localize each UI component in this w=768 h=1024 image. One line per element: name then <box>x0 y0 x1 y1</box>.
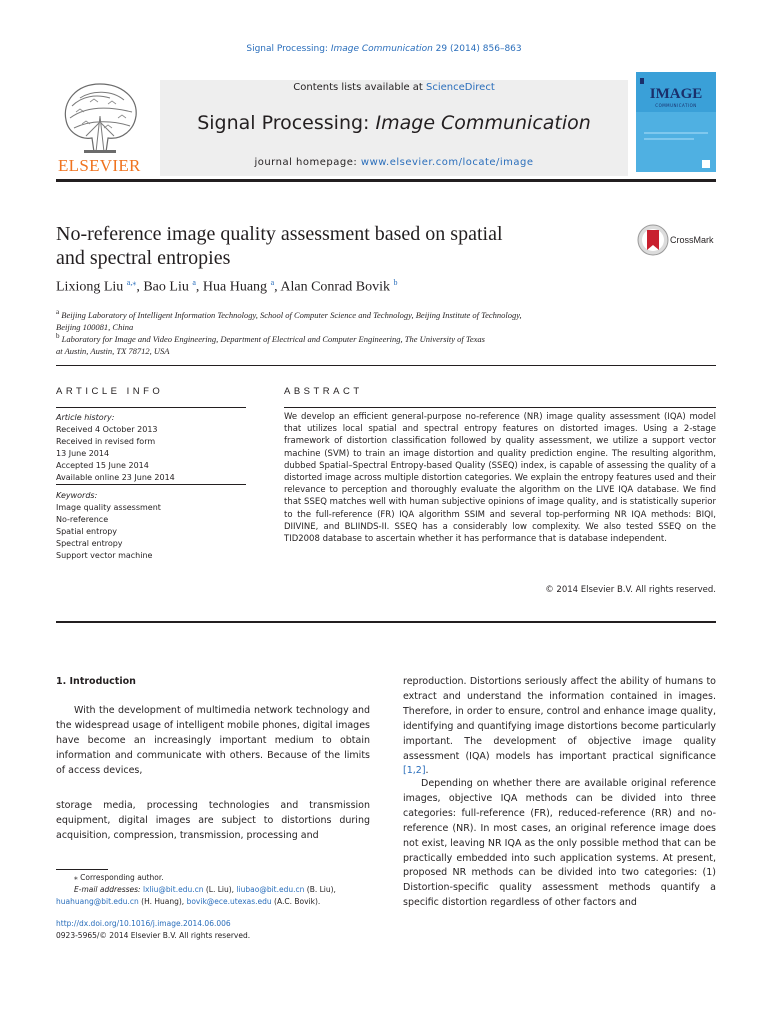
abstract-end-rule <box>56 621 716 623</box>
abstract-heading: ABSTRACT <box>284 386 363 397</box>
contents-availability-line: Contents lists available at ScienceDirect <box>293 82 495 93</box>
journal-homepage-link[interactable]: www.elsevier.com/locate/image <box>360 157 534 168</box>
email-link[interactable]: bovik@ece.utexas.edu <box>186 897 272 906</box>
email-link[interactable]: lxliu@bit.edu.cn <box>142 885 204 894</box>
abstract-rule <box>284 407 716 408</box>
elsevier-wordmark: ELSEVIER <box>58 156 141 175</box>
right-column-paragraph: Depending on whether there are available original reference images, objective IQA methods can be divided into three categories: full-reference (FR), reduced-reference (RR) and no-reference (NR). In most cases, an original reference image does not exist, leaving NR IQA as the only possible method that can be practically embedded into such application systems. At present, proposed NR methods can be divided into two categories: (1) Distortion-specific quality assessment methods quantify a specific distortion regardless of other factors and <box>403 778 716 909</box>
journal-title: Signal Processing: Image Communication <box>197 112 591 134</box>
author-name[interactable]: Hua Huang <box>202 279 268 295</box>
abstract-text: We develop an efficient general-purpose no-reference (NR) image quality assessment (IQA) model that utilizes local spatial and spectral entropy features on distorted images. Using a 2-stage framework of distortion classification followed by quality assessment, we utilize a support vector machine (SVM) to train an image distortion and quality prediction engine. The resulting algorithm, dubbed Spatial–Spectral Entropy-based Quality (SSEQ) index, is capable of assessing the quality of a distorted image across multiple distortion categories. We explain the entropy features used and their relevance to perception and thoroughly evaluate the algorithm on the LIVE IQA database. We find that SSEQ matches well with human subjective opinions of image quality, and is statistically superior to the full-reference (FR) IQA algorithm SSIM and several top-performing NR IQA methods: BIQI, DIIVINE, and BLIINDS-II. SSEQ has a considerably low complexity. We also tested SSEQ on the TID2008 database to ascertain whether it has performance that is database independent. <box>284 412 716 545</box>
crossmark-label[interactable]: CrossMark <box>670 235 714 245</box>
article-info-heading: ARTICLE INFO <box>56 386 164 397</box>
paper-title: No-reference image quality assessment based on spatial and spectral entropies <box>56 223 503 269</box>
email-link[interactable]: huahuang@bit.edu.cn <box>56 897 139 906</box>
journal-homepage-line: journal homepage: www.elsevier.com/locate/image <box>254 157 534 168</box>
masthead-rule <box>56 179 716 182</box>
history-item: 13 June 2014 <box>56 449 110 458</box>
right-column-paragraph: reproduction. Distortions seriously affect the ability of humans to extract and understand the information contained in images. Therefore, in order to ensure, control and enhance image quality, identifying and quantifying image distortions become particularly important. The development of objective image quality assessment (IQA) models has important practical significance [1,2]. <box>403 676 716 777</box>
history-item: Available online 23 June 2014 <box>56 473 175 482</box>
reference-link[interactable]: [1,2] <box>403 765 426 777</box>
journal-citation-line[interactable]: Signal Processing: Image Communication 29 (2014) 856–863 <box>246 44 522 54</box>
keywords-rule <box>56 484 246 485</box>
footnote-rule <box>56 869 108 870</box>
keyword-item: Image quality assessment <box>56 503 161 512</box>
doi-link[interactable]: http://dx.doi.org/10.1016/j.image.2014.06.006 <box>56 919 231 928</box>
keyword-item: Support vector machine <box>56 551 153 560</box>
section-rule <box>56 365 716 366</box>
affiliation-a: $^a$ Beijing Laboratory of Intelligent Information Technology, School of Computer Science and Technology, Beijing Institute of Technology, Beijing 100081, China <box>56 308 522 332</box>
keywords-heading: Keywords: <box>56 491 98 500</box>
keyword-item: Spectral entropy <box>56 539 123 548</box>
email-link[interactable]: liubao@bit.edu.cn <box>236 885 305 894</box>
author-list: Lixiong Liu $^{a,⁎}$, Bao Liu $^a$, Hua Huang $^a$, Alan Conrad Bovik $^b$ <box>56 278 398 295</box>
history-item: Received 4 October 2013 <box>56 425 158 434</box>
email-addresses-line: E-mail addresses: lxliu@bit.edu.cn (L. Liu), liubao@bit.edu.cn (B. Liu), <box>74 885 336 894</box>
affiliation-b: $^b$ Laboratory for Image and Video Engineering, Department of Electrical and Computer Engineering, The University of Texas at Austin, Austin, TX 78712, USA <box>56 332 485 356</box>
article-info-rule <box>56 407 246 408</box>
history-item: Accepted 15 June 2014 <box>56 461 149 470</box>
history-item: Received in revised form <box>56 437 156 446</box>
email-addresses-line-2: huahuang@bit.edu.cn (H. Huang), bovik@ece.utexas.edu (A.C. Bovik). <box>56 897 321 906</box>
author-name[interactable]: Lixiong Liu <box>56 279 124 295</box>
issn-copyright-line: 0923-5965/© 2014 Elsevier B.V. All rights reserved. <box>56 931 251 940</box>
cover-title: IMAGE <box>649 86 703 102</box>
intro-paragraph: With the development of multimedia network technology and the widespread usage of intelligent mobile phones, digital images have become an increasingly important medium to obtain information and communicate with others. Because of the limits of access devices, <box>56 705 370 776</box>
section-heading-introduction: 1. Introduction <box>56 676 136 687</box>
journal-cover-thumbnail[interactable] <box>636 72 716 172</box>
author-name[interactable]: Alan Conrad Bovik <box>280 279 391 295</box>
intro-paragraph-continued: storage media, processing technologies and transmission equipment, digital images are subject to distortions during acquisition, compression, transmission, processing and <box>56 800 370 841</box>
keyword-item: No-reference <box>56 515 109 524</box>
sciencedirect-link[interactable]: ScienceDirect <box>426 82 495 93</box>
cover-subtitle: COMMUNICATION <box>655 103 697 108</box>
author-name[interactable]: Bao Liu <box>143 279 189 295</box>
keyword-item: Spatial entropy <box>56 527 118 536</box>
abstract-copyright: © 2014 Elsevier B.V. All rights reserved. <box>545 585 716 595</box>
article-history-heading: Article history: <box>56 413 115 422</box>
corresponding-author-note: ⁎ Corresponding author. <box>74 873 164 882</box>
